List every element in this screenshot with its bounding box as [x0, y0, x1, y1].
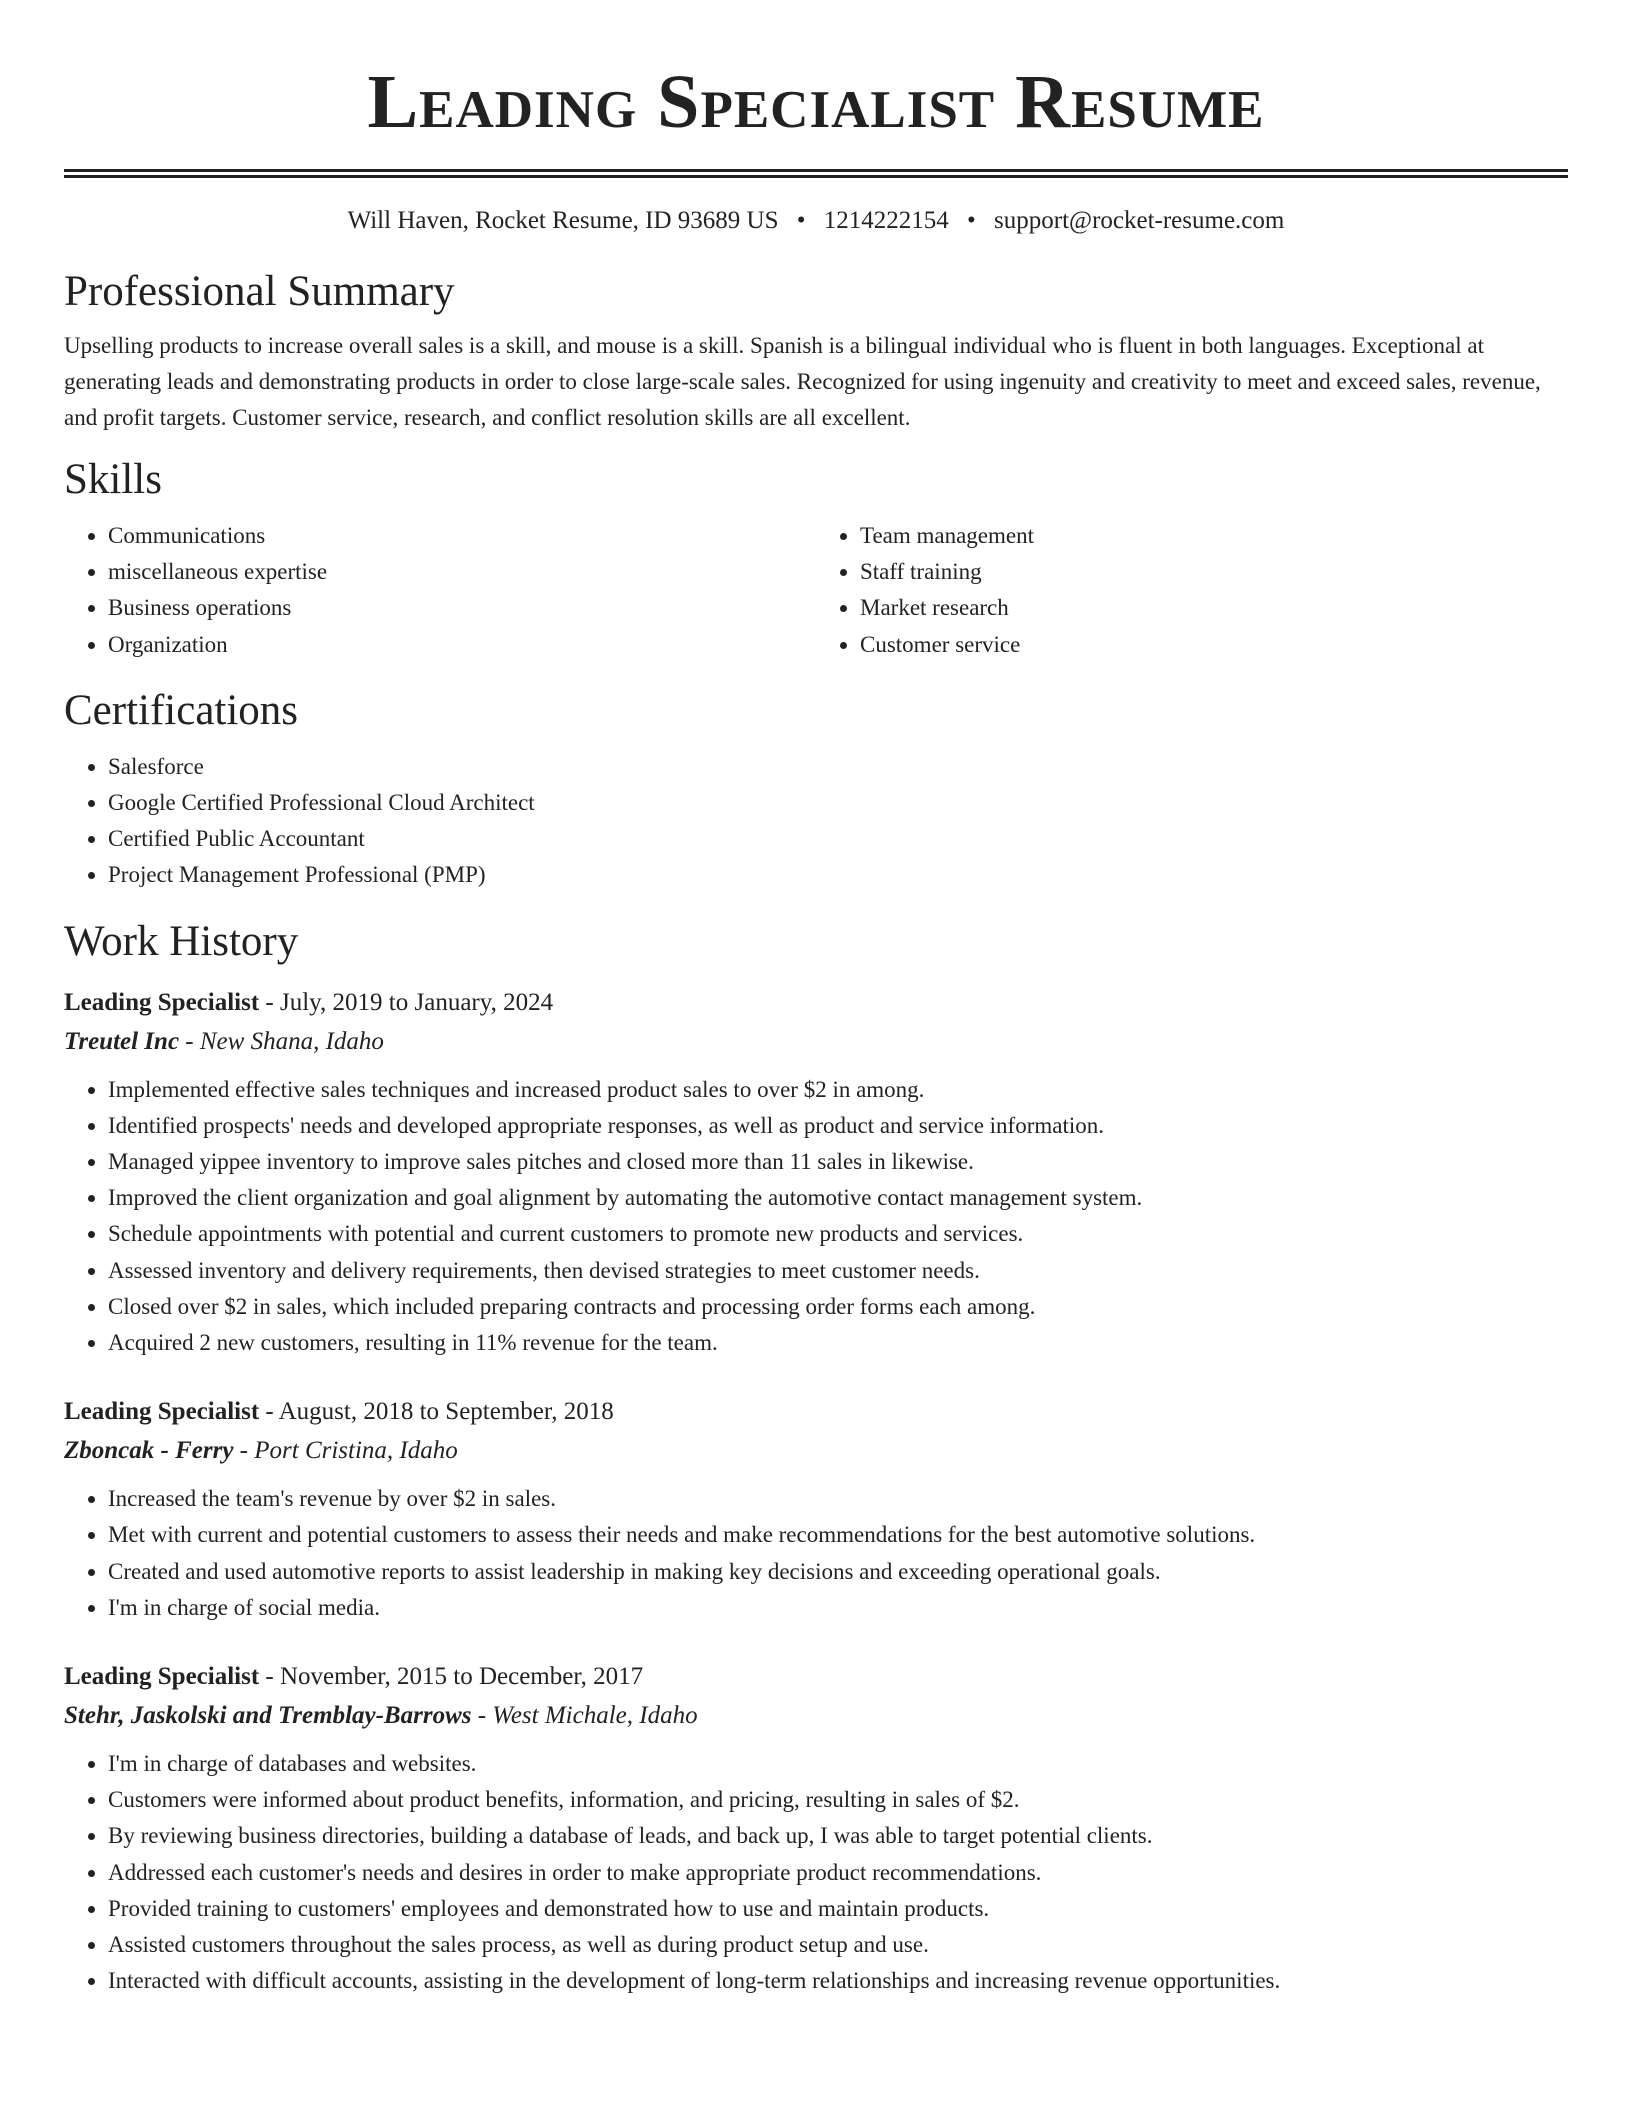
contact-separator: • [796, 207, 806, 234]
job-title-line [64, 984, 1568, 1022]
summary-heading: Professional Summary [64, 268, 455, 315]
certification-item: • Salesforce [108, 749, 1568, 785]
job-location: - New Shana, Idaho [179, 1027, 384, 1055]
certification-item: • Certified Public Accountant [108, 821, 1568, 857]
certifications-list [64, 749, 1568, 894]
job-entry [64, 1393, 1568, 1626]
contact-email: support@rocket-resume.com [994, 207, 1285, 234]
skill-item: • Organization [108, 627, 816, 663]
job-title-line [64, 1393, 1568, 1431]
skills-list-left [64, 518, 816, 663]
job-bullet: • Provided training to customers' employees and demonstrated how to use and maintain products. [108, 1891, 1568, 1927]
job-bullets [64, 1481, 1568, 1626]
job-dates: - November, 2015 to December, 2017 [259, 1663, 644, 1691]
job-location: - Port Cristina, Idaho [233, 1437, 458, 1465]
job-company-line [64, 1696, 1568, 1736]
job-dates: - July, 2019 to January, 2024 [259, 988, 554, 1016]
job-bullet: • Closed over $2 in sales, which included preparing contracts and processing order forms each among. [108, 1289, 1568, 1325]
job-bullet: • Managed yippee inventory to improve sales pitches and closed more than 11 sales in likewise. [108, 1144, 1568, 1180]
job-bullet: • Improved the client organization and goal alignment by automating the automotive contact management system. [108, 1180, 1568, 1216]
job-company-line [64, 1022, 1568, 1062]
job-company: Zboncak - Ferry [64, 1437, 234, 1465]
job-bullet: • Increased the team's revenue by over $2 in sales. [108, 1481, 1568, 1517]
job-bullet: • Assisted customers throughout the sales process, as well as during product setup and use. [108, 1927, 1568, 1963]
summary-text: Upselling products to increase overall sales is a skill, and mouse is a skill. Spanish is a bilingual individual who is fluent in both languages. Exceptional at generating leads and demonstrating products in order to close large-scale sales. Recognized for using ingenuity and creativity to meet and exceed sales, revenue, and profit targets. Customer service, research, and conflict resolution skills are all excellent. [64, 333, 1541, 430]
job-role: Leading Specialist [64, 1663, 260, 1691]
skill-item: • Market research [860, 590, 1568, 626]
job-company-line [64, 1431, 1568, 1471]
job-bullet: • Acquired 2 new customers, resulting in 11% revenue for the team. [108, 1325, 1568, 1361]
certifications-heading: Certifications [64, 686, 299, 734]
work-history-heading: Work History [64, 917, 299, 965]
skill-item: • Business operations [108, 590, 816, 626]
contact-separator: • [967, 207, 976, 234]
job-bullet: • Created and used automotive reports to assist leadership in making key decisions and exceeding operational goals. [108, 1554, 1568, 1590]
job-bullet: • Interacted with difficult accounts, assisting in the development of long-term relationships and increasing revenue opportunities. [108, 1963, 1568, 1999]
skill-item: • Customer service [860, 627, 1568, 663]
resume-title: Leading Specialist Resume [367, 60, 1265, 144]
skill-item: • miscellaneous expertise [108, 554, 816, 590]
job-bullet: • Implemented effective sales techniques and increased product sales to over $2 in among. [108, 1072, 1568, 1108]
skill-item: • Communications [108, 518, 816, 554]
job-company: Stehr, Jaskolski and Tremblay-Barrows [64, 1702, 472, 1730]
job-role: Leading Specialist [64, 1398, 260, 1426]
contact-phone: 1214222154 [823, 207, 949, 234]
skills-grid [64, 518, 1568, 663]
job-location: - West Michale, Idaho [471, 1702, 698, 1730]
skills-heading: Skills [64, 456, 162, 503]
certification-item: • Google Certified Professional Cloud Architect [108, 785, 1568, 821]
contact-line [64, 206, 1568, 236]
job-bullet: • By reviewing business directories, building a database of leads, and back up, I was able to target potential clients. [108, 1818, 1568, 1854]
job-bullet: • Assessed inventory and delivery requirements, then devised strategies to meet customer needs. [108, 1253, 1568, 1289]
certification-item: • Project Management Professional (PMP) [108, 857, 1568, 893]
job-bullet: • Schedule appointments with potential and current customers to promote new products and services. [108, 1216, 1568, 1252]
job-bullets [64, 1746, 1568, 1999]
job-bullet: • Identified prospects' needs and developed appropriate responses, as well as product and service information. [108, 1108, 1568, 1144]
job-entry [64, 1658, 1568, 1999]
title-divider [64, 169, 1568, 178]
job-entry [64, 984, 1568, 1362]
skill-item: • Staff training [860, 554, 1568, 590]
skills-list-right [816, 518, 1568, 663]
job-bullet: • Customers were informed about product benefits, information, and pricing, resulting in sales of $2. [108, 1782, 1568, 1818]
skill-item: • Team management [860, 518, 1568, 554]
job-role: Leading Specialist [64, 988, 260, 1016]
contact-address: Will Haven, Rocket Resume, ID 93689 US [347, 207, 779, 234]
job-company: Treutel Inc [64, 1027, 180, 1055]
job-dates: - August, 2018 to September, 2018 [259, 1398, 614, 1426]
resume-page [64, 0, 1568, 1999]
job-bullet: • I'm in charge of social media. [108, 1590, 1568, 1626]
job-bullet: • I'm in charge of databases and websites. [108, 1746, 1568, 1782]
job-title-line [64, 1658, 1568, 1696]
job-bullet: • Met with current and potential customers to assess their needs and make recommendations for the best automotive solutions. [108, 1517, 1568, 1553]
job-bullet: • Addressed each customer's needs and desires in order to make appropriate product recommendations. [108, 1855, 1568, 1891]
job-bullets [64, 1072, 1568, 1362]
